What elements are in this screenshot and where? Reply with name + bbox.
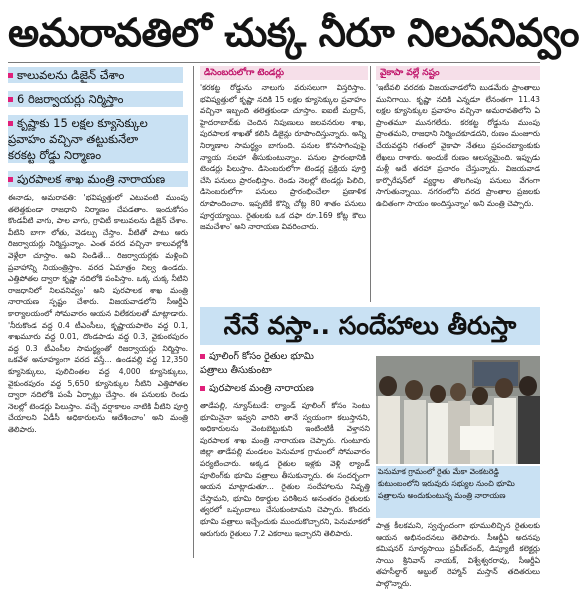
summary-bullet-text: కాలువలను డిజైన్ చేశాం [17,68,125,82]
bullet-square-icon [8,121,13,126]
bullet-square-icon [8,97,13,102]
sub-bullet-text: పురపాలక మంత్రి నారాయణ [209,383,314,394]
left-column-text: ఈనాడు, అమరావతి: 'భవిష్యత్తులో ఎటువంటి ముంపు తలెత్తకుండా రాజధాని నిర్మాణం చేపడతాం. ఇందుకోసం కొండవీటి వాగు, పాల వాగు, గ్రావిటీ కాలువలను డిజైన్ చేశాం. వీటిని బాగా లోతు, వెడల్పు చేస్తాం. వీటితో పాటు ఆరు రిజర్వాయర్లు నిర్మిస్తున్నాం. ఎంత వరద వచ్చినా కాలువల్లోకి వెళ్లేలా చూస్తాం. అవి నిండితే... రిజర్వాయర్లకు మళ్లించి ప్రవాహాన్ని నియంత్రిస్తాం. వరద ఏమాత్రం నిల్వ ఉండదు. ఎత్తిపోతల ద్వారా కృష్ణా నదిలోకి పంపిస్తాం. ఒక్క చుక్క నీటిని రాజధానిలో నిలవనివ్వం' అని పురపాలక శాఖ మంత్రి నారాయణ స్పష్టం చేశారు. విజయవాడలోని సీఆర్డీఏ కార్యాలయంలో సోమవారం ఆయన విలేకరులతో మాట్లాడారు. 'నీరుకొండ వద్ద 0.4 టీఎంసీలు, కృష్ణాయపాలెం వద్ద 0.1, శాఖమూరు వద్ద 0.01, దొండపాడు వద్ద 0.3, వైకుంఠపురం వద్ద 0.3 టీఎంసీల సామర్థ్యంతో రిజర్వాయర్లు నిర్మిస్తాం. ఒకవేళ అనూహ్యంగా వరద వస్తే... ఉండవల్లి వద్ద 12,350 క్యూసెక్కులు, పులిచింతల వద్ద 4,000 క్యూసెక్కులు, వైకుంఠపురం వద్ద 5,650 క్యూసెక్కుల నీటిని ఎత్తిపోతల ద్వారా నదిలోకి పంపే ఏర్పాట్లు చేస్తాం. ఈ పనులకు రెండు నెలల్లో టెండర్లు పిలుస్తాం. వచ్చే వర్షాకాలం నాటికి వీటిని పూర్తి చేయాలని ఏడీసీ అధికారులను ఆదేశించాం' అని మంత్రి తెలిపారు. [8,193,188,434]
news-photo [376,356,540,464]
summary-bullet-6 [8,171,188,187]
sub-bullet-3 [200,382,370,396]
summary-bullet-text: ప్రవాహం వచ్చినా తట్టుకునేలా [8,132,139,146]
story2-text: తాడేపల్లి, న్యూస్‌టుడే: ల్యాండ్ పూలింగ్ కోసం సెంటు భూమినైనా ఇవ్వని వారిని తానే స్వయంగా కలుస్తానని, అధికారులను వెంటబెట్టుకుని ఇంటింటికీ వెళ్తానని పురపాలక శాఖ మంత్రి నారాయణ చెప్పారు. గుంటూరు జిల్లా తాడేపల్లి మండలం పెనుమాక గ్రామంలో సోమవారం పర్యటించారు. అక్కడ రైతుల ఇళ్లకు వెళ్లి ల్యాండ్ పూలింగ్‌కు భూమి పత్రాలు తీసుకున్నారు. ఈ సందర్భంగా ఆయన మాట్లాడుతూ... రైతుల సందేహాలను నివృత్తి చేస్తామని, భూమి రికార్డుల పరిశీలన అనంతరం రైతులకు త్వరలో ఒప్పందాలు చేసుకుంటామని చెప్పారు. కొందరు భూమి పత్రాలు ఇచ్చేందుకు ముందుకొచ్చారని, పెనుమాకలో ఆరుగురు రైతులు 7.2 ఎకరాలు ఇచ్చారని తెలిపారు. [200,401,370,538]
summary-bullet-5 [8,147,188,163]
summary-bullet-3 [8,115,188,131]
story2-body [200,400,370,558]
bullet-square-icon [200,386,205,391]
right-column-body [376,82,540,304]
mid-column-body [200,82,366,304]
summary-bullet-text: పురపాలక శాఖ మంత్రి నారాయణ [17,172,166,186]
right-column-text: 'ఇటీవలి వరదకు విజయవాడలోని బుడమేరు ప్రాంతాలు మునిగాయి. కృష్ణా నదికి ఎన్నడూ లేనంతగా 11.43 లక్షల క్యూసెక్కుల ప్రవాహం వచ్చినా అమరావతిలోని ఏ ప్రాంతమూ మునగలేదు. కరకట్ట రోడ్డును ముంపు ప్రాంతమని, రాజధాని నిర్మించకూడదని, రుణం మంజూరు చేయవద్దని గతంలో వైకాపా నేతలు ప్రపంచబ్యాంకుకు లేఖలు రాశారు. అందుకే రుణం ఆలస్యమైంది. ఇప్పుడు మళ్లీ అదే తరహా ప్రచారం చేస్తున్నారు. విజయవాడ కార్పొరేషన్‌లో వ్యర్థాల తొలగింపు పనులు వేగంగా సాగుతున్నాయి. నగరంలోని వరద ప్రాంతాల ప్రజలకు ఉచితంగా సాయం అందిస్తున్నాం' అని మంత్రి చెప్పారు. [376,83,540,208]
column-divider-1 [193,66,194,558]
left-column-body [8,192,188,558]
bullet-square-icon [8,177,13,182]
summary-bullet-text: కరకట్ట రోడ్డు నిర్మాణం [8,148,102,162]
subhead: నేనే వస్తా.. సందేహాలు తీరుస్తా [200,307,540,345]
photo-caption: పెనుమాక గ్రామంలో రైతు మేకా వెంకటరెడ్డి కుటుంబంలోని ఇరువురు సభ్యుల నుంచి భూమి పత్రాలను అందుకుంటున్న మంత్రి నారాయణ [376,466,540,518]
kicker-right: వైకాపా వల్లే నష్టం [376,66,540,80]
summary-bullet-text: కృష్ణాకు 15 లక్షల క్యూసెక్కుల [17,116,148,130]
headline: అమరావతిలో చుక్క నీరూ నిలవనివ్వం [8,11,579,56]
bullet-square-icon [8,73,13,78]
mid-column-text: 'కరకట్ట రోడ్డును నాలుగు వరుసలుగా విస్తరిస్తాం. భవిష్యత్తులో కృష్ణా నదికి 15 లక్షల క్యూసెక్కుల ప్రవాహం వచ్చినా ఇబ్బంది తలెత్తకుండా చూస్తాం. ఐఐటీ మద్రాస్, హైదరాబాద్‌కు చెందిన నిపుణులు జలవనరుల శాఖ, పురపాలక శాఖతో కలిసి డిజైన్లు రూపొందిస్తున్నారు. అన్ని నిర్మాణాల సామర్థ్యం బాగుంది. పనుల కొనసాగింపుపై న్యాయ సలహా తీసుకుంటున్నాం. పనుల ప్రారంభానికి టెండర్లు పిలుస్తాం. డిసెంబరులోగా టెండర్ల ప్రక్రియ పూర్తి చేసి పనులు ప్రారంభిస్తాం. రెండు నెలల్లో టెండర్లు పిలిచి, డిసెంబరులోగా పనులు ప్రారంభించేలా ప్రణాళిక రూపొందించాం. ఇప్పటికే కొన్ని చోట్ల 80 శాతం పనులు పూర్తయ్యాయి. రైతులకు ఒక దఫా రూ.169 కోట్ల కౌలు జమచేశాం' అని నారాయణ వివరించారు. [200,83,366,232]
caption-tail-text: పాత్ర కీలకమని, స్వచ్ఛందంగా భూములిచ్చిన రైతులకు ఆయన అభినందనలు తెలిపారు. సీఆర్డీఏ అదనపు కమిషనర్ సూర్యసాయి ప్రవీణ్‌చంద్, డిప్యూటీ కలెక్టర్లు సాయి శ్రీనివాస్ నాయక్, విశ్వేశ్వరరావు, సీఆర్డీఏ తహసీల్దార్ అబ్దుల్ రెహ్మాన్ మస్తాన్ తదితరులు పాల్గొన్నారు. [376,521,540,588]
bullet-square-icon [200,354,205,359]
summary-bullet-text: 6 రిజర్వాయర్లు నిర్మిస్తాం [17,92,124,106]
kicker-mid: డిసెంబరులోగా టెండర్లు [200,66,368,80]
sub-bullet-text: పత్రాలు తీసుకుంటా [200,365,272,376]
sub-bullet-text: పూలింగ్ కోసం రైతుల భూమి [209,351,314,362]
sub-bullet-2 [200,364,370,378]
summary-bullet-4 [8,131,188,147]
summary-bullet-1 [8,67,183,83]
summary-bullet-2 [8,91,183,107]
caption-tail-body [376,520,540,588]
column-divider-2 [370,66,371,302]
photo-illustration [376,356,540,464]
headline-divider [8,62,540,63]
sub-bullet-1 [200,350,370,364]
